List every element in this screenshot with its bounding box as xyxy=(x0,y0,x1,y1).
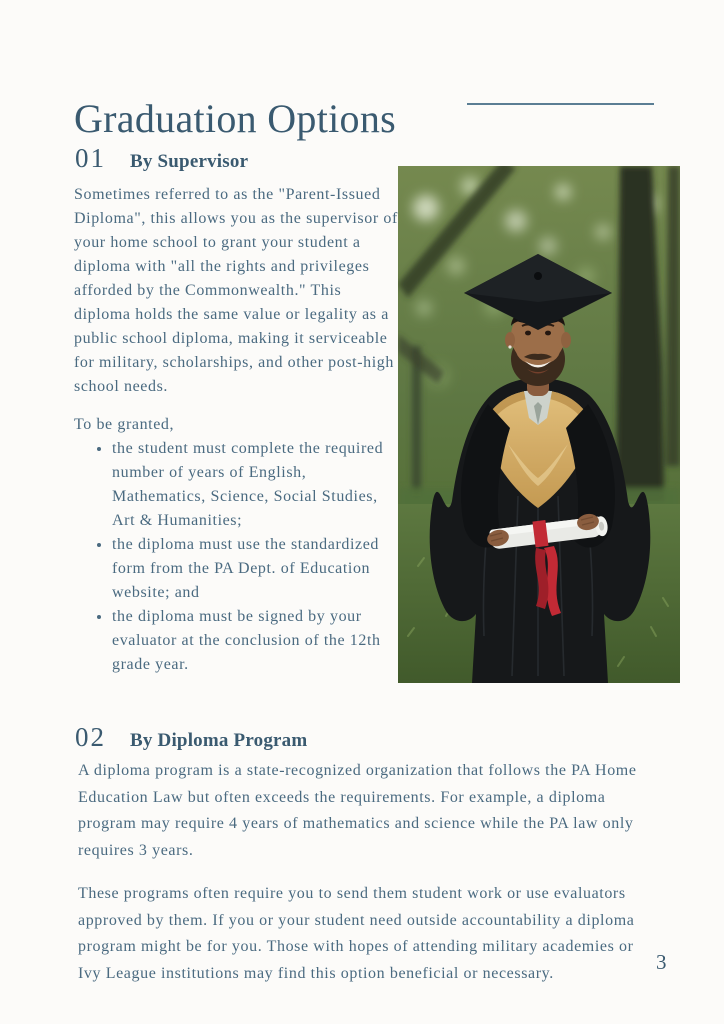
section-heading-label: By Diploma Program xyxy=(130,730,308,751)
section-paragraph: Sometimes referred to as the "Parent-Issued Diploma", this allows you as the supervisor of your home school to grant your student a diploma with "all the rights and privileges afforded by the Commonwealth." This diploma holds the same value or legality as a public school diploma, making it serviceable for military, scholarships, and other post-high school needs. xyxy=(74,186,398,395)
list-intro: To be granted, xyxy=(74,416,175,433)
section-by-diploma-program-body xyxy=(78,758,656,1004)
list-item-text: the diploma must be signed by your evaluator at the conclusion of the 12th grade year. xyxy=(112,608,381,673)
page-number: 3 xyxy=(656,950,667,974)
section-number: 01 xyxy=(75,143,106,173)
section-heading-label: By Supervisor xyxy=(130,151,249,172)
list-item xyxy=(112,437,400,533)
list-item-text: the diploma must use the standardized form from the PA Dept. of Education website; and xyxy=(112,536,380,601)
section-by-supervisor-heading xyxy=(75,143,248,174)
section-paragraph: A diploma program is a state-recognized organization that follows the PA Home Education Law but often exceeds the requirements. For example, a diploma program may require 4 years of mathematics and science while the PA law only requires 3 years. xyxy=(78,762,637,859)
section-number: 02 xyxy=(75,722,106,752)
graduate-photo xyxy=(398,166,680,683)
title-rule xyxy=(467,103,654,105)
section-by-diploma-program-heading xyxy=(75,722,307,753)
list-item xyxy=(112,533,400,605)
section-paragraph: These programs often require you to send them student work or use evaluators approved by them. If you or your student need outside accountability a diploma program might be for you. Those with hopes of attending military academies or Ivy League institutions may find this option beneficial or necessary. xyxy=(78,885,635,982)
section-by-supervisor-body xyxy=(74,183,400,677)
list-item-text: the student must complete the required number of years of English, Mathematics, Science, Social Studies, Art & Humanities; xyxy=(112,440,384,529)
requirements-list xyxy=(74,437,400,677)
list-item xyxy=(112,605,400,677)
page-title: Graduation Options xyxy=(74,95,397,141)
